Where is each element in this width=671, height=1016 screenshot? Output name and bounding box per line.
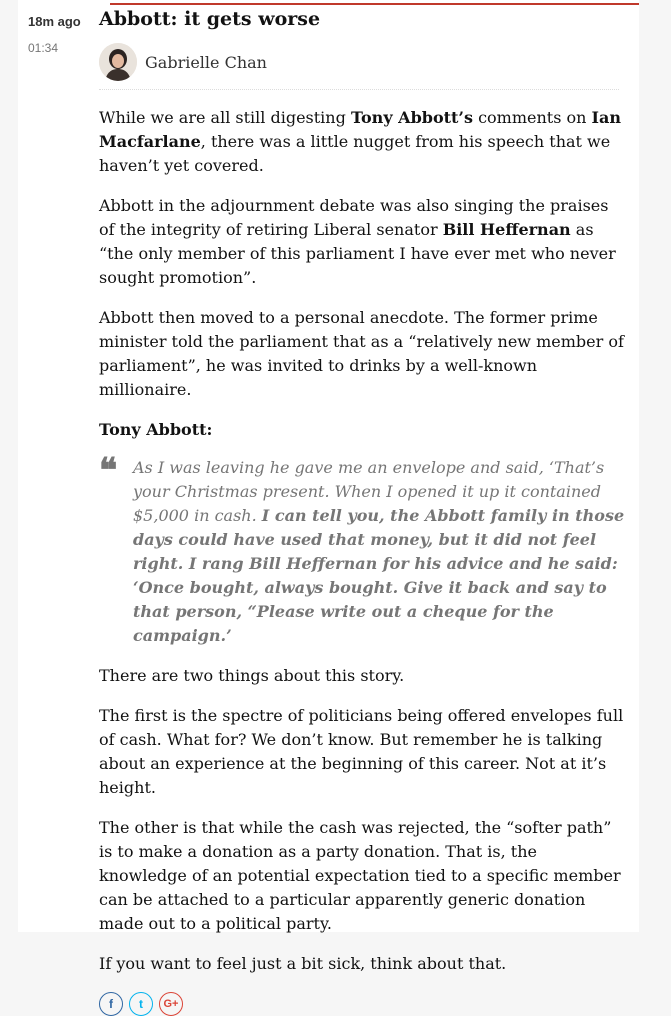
paragraph-5: The first is the spectre of politicians being offered envelopes full of cash. What for? We don’t know. But remember he is talking about an experience at the beginning of this career. Not at it’s height. xyxy=(99,706,624,797)
twitter-share-icon[interactable]: t xyxy=(129,992,153,1016)
entry-meta xyxy=(28,14,98,55)
entry-time-ago[interactable]: 18m ago xyxy=(28,14,81,29)
author-avatar xyxy=(99,43,137,81)
blockquote xyxy=(99,451,629,648)
entry-top-border xyxy=(110,3,639,5)
entry-title: Abbott: it gets worse xyxy=(99,8,321,30)
entry-content xyxy=(99,7,629,1016)
paragraph-2: Abbott in the adjournment debate was also singing the praises of the integrity of retiring Liberal senator Bill Heffernan as “the only member of this parliament I have ever met who never sought promotion”. xyxy=(99,196,616,287)
facebook-share-icon[interactable]: f xyxy=(99,992,123,1016)
share-buttons xyxy=(99,992,629,1016)
author-name[interactable]: Gabrielle Chan xyxy=(145,52,267,72)
googleplus-share-icon[interactable]: G+ xyxy=(159,992,183,1016)
paragraph-4: There are two things about this story. xyxy=(99,666,405,685)
paragraph-7: If you want to feel just a bit sick, think about that. xyxy=(99,954,507,973)
quote-mark-icon: ❝ xyxy=(99,451,118,491)
paragraph-1: While we are all still digesting Tony Abbott’s comments on Ian Macfarlane, there was a little nugget from his speech that we haven’t yet covered. xyxy=(99,108,622,175)
quote-text: As I was leaving he gave me an envelope and said, ‘That’s your Christmas present. When I opened it up it contained $5,000 in cash. I can tell you, the Abbott family in those days could have used that money, but it did not feel right. I rang Bill Heffernan for his advice and he said: ‘Once bought, always bought. Give it back and say to that person, “Please write out a cheque for the campaign.’ xyxy=(133,458,625,645)
entry-timestamp: 01:34 xyxy=(28,41,59,55)
paragraph-3: Abbott then moved to a personal anecdote. The former prime minister told the parliament that as a “relatively new member of parliament”, he was invited to drinks by a well-known millionaire. xyxy=(99,308,624,399)
author-photo-icon xyxy=(99,43,137,81)
quote-label: Tony Abbott: xyxy=(99,420,213,439)
liveblog-entry xyxy=(18,0,639,1011)
byline xyxy=(99,43,619,90)
paragraph-6: The other is that while the cash was rejected, the “softer path” is to make a donation as a party donation. That is, the knowledge of an potential expectation tied to a specific member can be attached to a particular apparently generic donation made out to a political party. xyxy=(99,818,621,933)
